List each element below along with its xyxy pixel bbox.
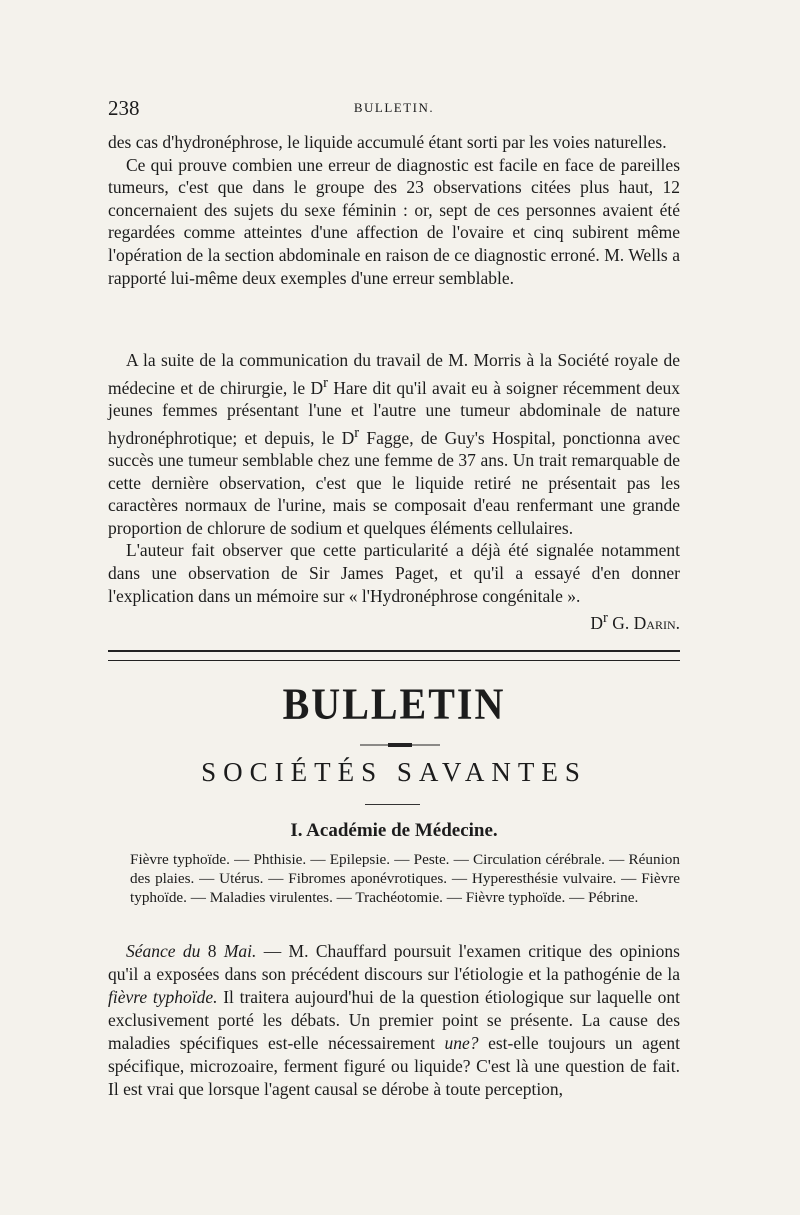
article-continuation — [108, 131, 680, 289]
short-divider — [365, 804, 420, 805]
session-report — [108, 940, 680, 1101]
paragraph-seance: Séance du 8 Mai. — M. Chauffard poursuit l'examen critique des opinions qu'il a exposées dans son précédent discours sur l'étiologie et la pathogénie de la fièvre typhoïde. Il traitera aujourd'hui de la question étiologique sur laquelle ont exclusivement porté les débats. Un premier point se présente. La cause des maladies spécifiques est-elle nécessairement une? est-elle toujours un agent spécifique, microzoaire, ferment figuré ou liquide? C'est là une question de fait. Il est vrai que lorsque l'agent causal se dérobe à toute perception, — [108, 941, 680, 1099]
paragraph-author-observation: L'auteur fait observer que cette particularité a déjà été signalée notamment dans une observation de Sir James Paget, et qu'il a essayé d'en donner l'explication dans un mémoire sur « l'Hydronéphrose congénitale ». — [108, 540, 680, 606]
paragraph-diagnostic-error: Ce qui prouve combien une erreur de diagnostic est facile en face de pareilles tumeurs, c'est que dans le groupe des 23 observations citées plus haut, 12 concernaient des sujets du sexe féminin : or, sept de ces personnes avaient été regardées comme atteintes d'une affection de l'ovaire et cinq subirent même l'opération de la section abdominale en raison de ce diagnostic erroné. M. Wells a rapporté lui-même deux exemples d'une erreur semblable. — [108, 154, 680, 288]
article-continuation-2 — [108, 349, 680, 635]
summary-line: Fièvre typhoïde. — Phthisie. — Epilepsie. — Peste. — Circulation cérébrale. — Réunion des plaies. — Utérus. — Fibromes aponévrotiques. — Hyperesthésie vulvaire. — Fièvre typhoïde. — Maladies virulentes. — Trachéotomie. — Fièvre typhoïde. — Pébrine. — [130, 851, 680, 906]
paragraph-morris-communication: A la suite de la communication du travail de M. Morris à la Société royale de médecine et de chirurgie, le $D^r$ Hare dit qu'il avait eu à soigner récemment deux jeunes femmes présentant l'une et l'autre une tumeur abdominale de nature hydronéphrotique; et depuis, le $D^r$ Fagge, de Guy's Hospital, ponctionna avec succès une tumeur semblable chez une femme de 37 ans. Un trait remarquable de cette dernière observation, c'est que le liquide retiré ne présentait pas les caractères normaux de l'urine, mais se composait d'eau renfermant une grande proportion de chlorure de sodium et quelques éléments cellulaires. — [108, 350, 680, 538]
paragraph-hydronephrosis-cases: des cas d'hydronéphrose, le liquide accumulé étant sorti par les voies naturelles. — [108, 132, 667, 152]
section-heading: I. Académie de Médecine. — [290, 820, 498, 841]
section-subtitle: SOCIÉTÉS SAVANTES — [201, 757, 587, 787]
page-header — [108, 96, 680, 124]
ornament-rule — [360, 741, 440, 749]
running-head: BULLETIN. — [353, 100, 435, 115]
bulletin-title: BULLETIN — [282, 678, 506, 729]
section-divider — [108, 650, 680, 661]
page-number: 238 — [108, 96, 140, 120]
author-signature: $D^r$ G. Darin. — [590, 610, 680, 634]
topics-summary — [118, 850, 680, 907]
